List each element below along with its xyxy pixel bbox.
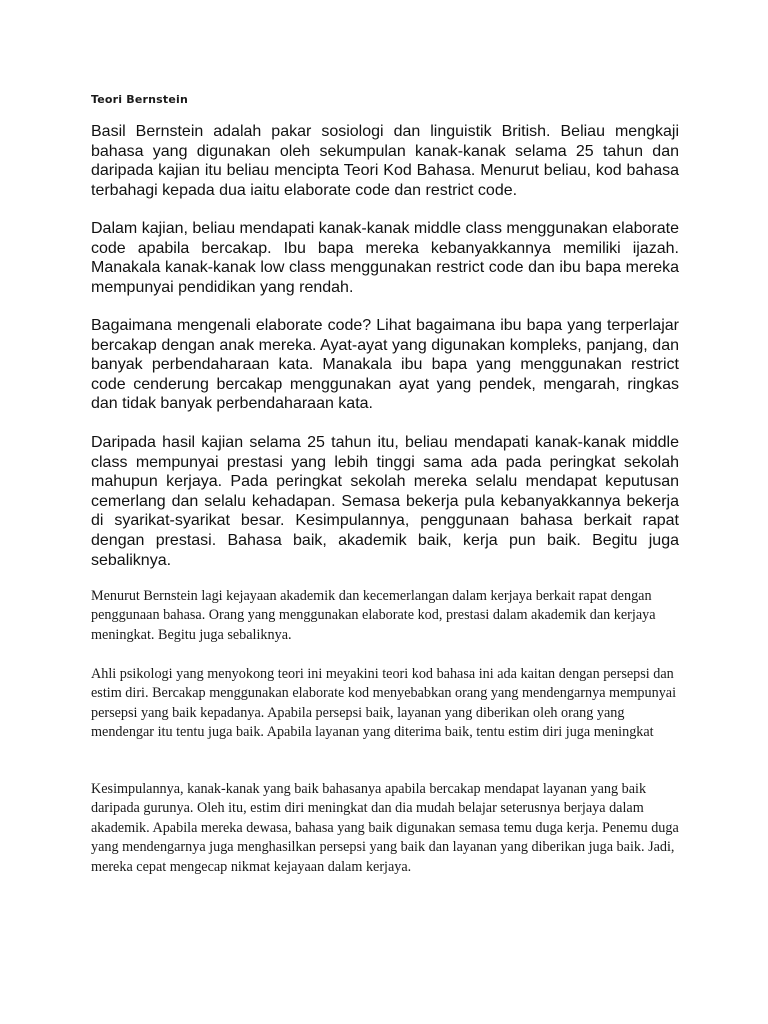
paragraph-psychology: Ahli psikologi yang menyokong teori ini meyakini teori kod bahasa ini ada kaitan dengan persepsi dan estim diri. Bercakap menggunakan elaborate kod menyebabkan orang yang mendengarnya mempunyai persepsi yang baik kepadanya. Apabila persepsi baik, layanan yang diberikan oleh orang yang mendengar itu tentu juga baik. Apabila layanan yang diterima baik, tentu estim diri juga meningkat: [91, 666, 677, 741]
paragraph-elaborate-code: Bagaimana mengenali elaborate code? Lihat bagaimana ibu bapa yang terperlajar bercakap dengan anak mereka. Ayat-ayat yang digunakan kompleks, panjang, dan banyak perbendaharaan kata. Manakala ibu bapa yang menggunakan restrict code cenderung bercakap menggunakan ayat yang pendek, mengarah, ringkas dan tidak banyak perbendaharaan kata.: [91, 317, 679, 413]
document-title: Teori Bernstein: [91, 93, 189, 106]
paragraph-study: Dalam kajian, beliau mendapati kanak-kanak middle class menggunakan elaborate code apabila bercakap. Ibu bapa mereka kebanyakkannya memiliki ijazah. Manakala kanak-kanak low class menggunakan restrict code dan ibu bapa mereka mempunyai pendidikan yang rendah.: [91, 220, 679, 296]
paragraph-findings: Daripada hasil kajian selama 25 tahun itu, beliau mendapati kanak-kanak middle class mempunyai prestasi yang lebih tinggi sama ada pada peringkat sekolah mahupun kerjaya. Pada peringkat sekolah mereka selalu mendapat keputusan cemerlang dan selalu kehadapan. Semasa bekerja pula kebanyakkannya bekerja di syarikat-syarikat besar. Kesimpulannya, penggunaan bahasa berkait rapat dengan prestasi. Bahasa baik, akademik baik, kerja pun baik. Begitu juga sebaliknya.: [91, 434, 679, 569]
paragraph-intro: Basil Bernstein adalah pakar sosiologi dan linguistik British. Beliau mengkaji bahasa yang digunakan oleh sekumpulan kanak-kanak selama 25 tahun dan daripada kajian itu beliau mencipta Teori Kod Bahasa. Menurut beliau, kod bahasa terbahagi kepada dua iaitu elaborate code dan restrict code.: [91, 123, 679, 199]
paragraph-conclusion: Kesimpulannya, kanak-kanak yang baik bahasanya apabila bercakap mendapat layanan yang baik daripada gurunya. Oleh itu, estim diri meningkat dan dia mudah belajar seterusnya berjaya dalam akademik. Apabila mereka dewasa, bahasa yang baik digunakan semasa temu duga kerja. Penemu duga yang mendengarnya juga menghasilkan persepsi yang baik dan layanan yang diberikan juga baik. Jadi, mereka cepat mengecap nikmat kejayaan dalam kerjaya.: [91, 781, 679, 875]
paragraph-achievement: Menurut Bernstein lagi kejayaan akademik dan kecemerlangan dalam kerjaya berkait rapat dengan penggunaan bahasa. Orang yang menggunakan elaborate kod, prestasi dalam akademik dan kerjaya meningkat. Begitu juga sebaliknya.: [91, 588, 656, 643]
